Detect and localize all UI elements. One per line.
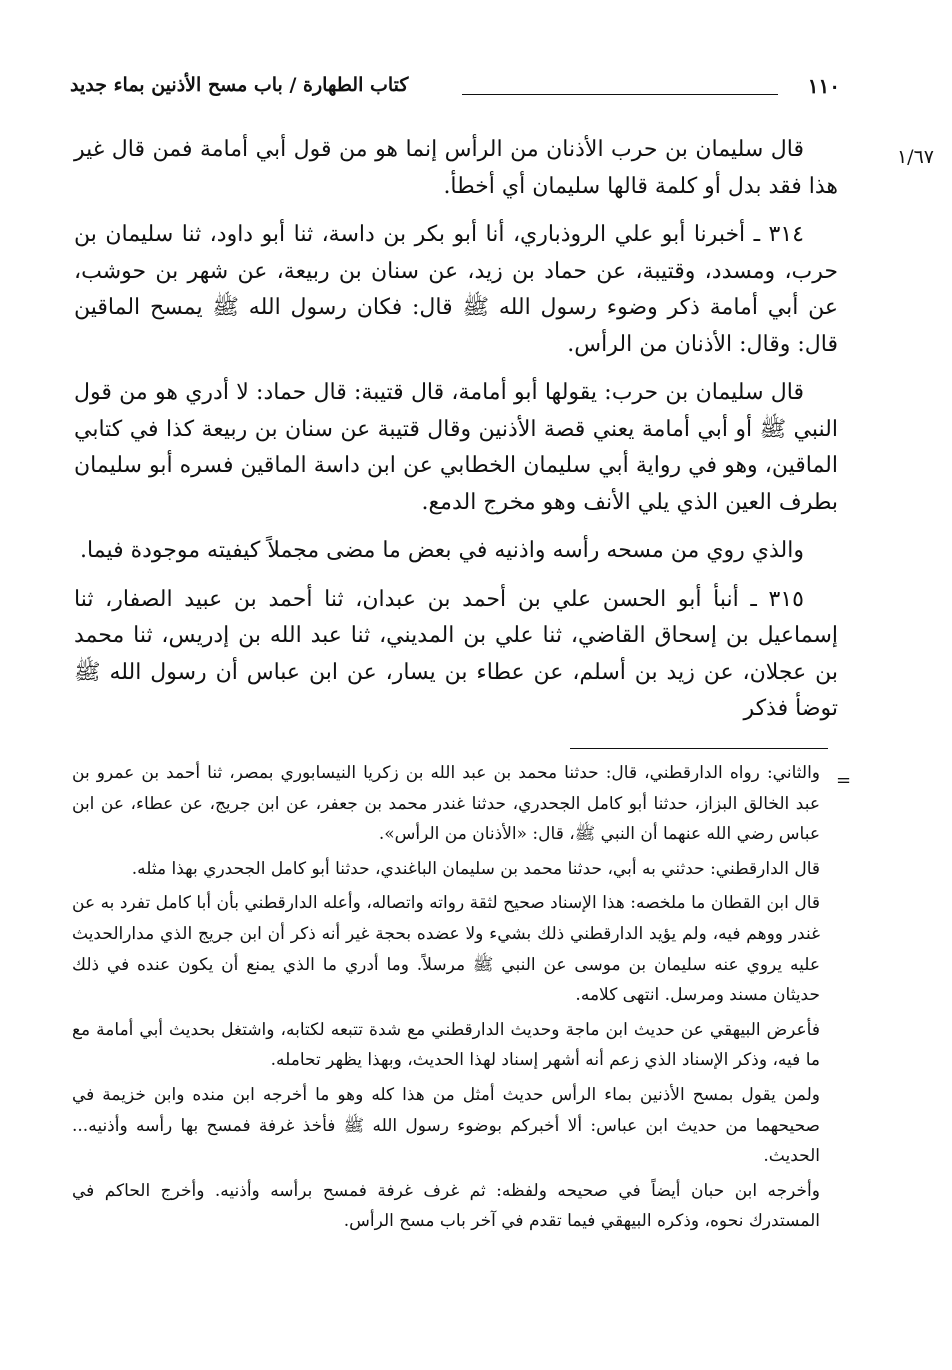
- hadith-315: ٣١٥ ـ أنبأ أبو الحسن علي بن أحمد بن عبدان، ثنا أحمد بن عبيد الصفار، ثنا إسماعيل بن إسحاق القاضي، ثنا علي بن المديني، ثنا عبد الله بن إدريس، ثنا محمد بن عجلان، عن زيد بن أسلم، عن عطاء بن يسار، عن ابن عباس أن رسول الله ﷺ توضأ فذكر: [74, 586, 838, 721]
- hadith-314: ٣١٤ ـ أخبرنا أبو علي الروذباري، أنا أبو بكر بن داسة، ثنا أبو داود، ثنا سليمان بن حرب، ومسدد، وقتيبة، عن حماد بن زيد، عن سنان بن ربيعة، عن شهر بن حوشب، عن أبي أمامة ذكر وضوء رسول الله ﷺ قال: فكان رسول الله ﷺ يمسح الماقين قال: وقال: الأذنان من الرأس.: [74, 222, 838, 357]
- margin-reference: ١/٦٧: [896, 146, 934, 168]
- footnote-separator: [570, 748, 828, 749]
- paragraph: قال سليمان بن حرب: يقولها أبو أمامة، قال قتيبة: قال حماد: لا أدري هو من قول النبي ﷺ أو أبي أمامة يعني قصة الأذنين وقال قتيبة عن سنان بن ربيعة كذا في كتابي الماقين، وهو في رواية أبي سليمان الخطابي عن ابن داسة الماقين فسره أبو سليمان بطرف العين الذي يلي الأنف وهو مخرج الدمع.: [74, 380, 838, 515]
- footnote-paragraph: قال ابن القطان ما ملخصه: هذا الإسناد صحيح لثقة رواته واتصاله، وأعله الدارقطني بأن أبا كامل تفرد به عن غندر ووهم فيه، ولم يؤيد الدارقطني ذلك بشيء ولا عضده بحجة غير أنه ذكر أن ابن جريج الذي مدارالحديث عليه يروي عنه سليمان بن موسى عن النبي ﷺ مرسلاً. وما أدري ما الذي يمنع أن يكون عنده في ذلك حديثان مسند ومرسل. انتهى كلامه.: [72, 893, 820, 1006]
- page-number: ١١٠: [807, 74, 840, 98]
- footnote-paragraph: والثاني: رواه الدارقطني، قال: حدثنا محمد بن عبد الله بن زكريا النيسابوري بمصر، ثنا أحمد بن عمرو بن عبد الخالق البزاز، حدثنا أبو كامل الجحدري، حدثنا غندر محمد بن جعفر، عن ابن جريج، عن عطاء، عن ابن عباس رضي الله عنهما أن النبي ﷺ، قال: «الأذنان من الرأس».: [72, 763, 820, 845]
- footnote-continuation-mark: =: [836, 770, 852, 791]
- footnote-paragraph: ولمن يقول بمسح الأذنين بماء الرأس حديث أمثل من هذا كله وهو ما أخرجه ابن منده وابن خزيمة في صحيحهما من حديث ابن عباس: ألا أخبركم بوضوء رسول الله ﷺ فأخذ غرفة فمسح بها رأسه وأذنيه... الحديث.: [72, 1084, 820, 1167]
- main-text: [74, 132, 838, 740]
- running-title: كتاب الطهارة / باب مسح الأذنين بماء جديد: [70, 74, 409, 96]
- header-rule: [462, 94, 778, 95]
- footnote-paragraph: فأعرض البيهقي عن حديث ابن ماجة وحديث الدارقطني مع شدة تتبعه لكتابه، واشتغل بحديث أبي أمامة مع ما فيه، وذكر الإسناد الذي زعم أنه أشهر إسناد لهذا الحديث، وبهذا يظهر تحامله.: [72, 1019, 820, 1071]
- footnote-paragraph: قال الدارقطني: حدثني به أبي، حدثنا محمد بن سليمان الباغندي، حدثنا أبو كامل الجحدري بهذا مثله.: [131, 858, 820, 879]
- footnote-paragraph: وأخرجه ابن حبان أيضاً في صحيحه ولفظه: ثم غرف غرفة فمسح برأسه وأذنيه. وأخرج الحاكم في المستدرك نحوه، وذكره البيهقي فيما تقدم في آخر باب مسح الرأس.: [72, 1180, 820, 1232]
- paragraph: والذي روي من مسحه رأسه واذنيه في بعض ما مضى مجملاً كيفيته موجودة فيما.: [80, 538, 804, 563]
- running-header: [70, 74, 840, 104]
- footnotes: [72, 758, 820, 1241]
- paragraph: قال سليمان بن حرب الأذنان من الرأس إنما هو من قول أبي أمامة فمن قال غير هذا فقد بدل أو كلمة قالها سليمان أي أخطأ.: [74, 137, 838, 199]
